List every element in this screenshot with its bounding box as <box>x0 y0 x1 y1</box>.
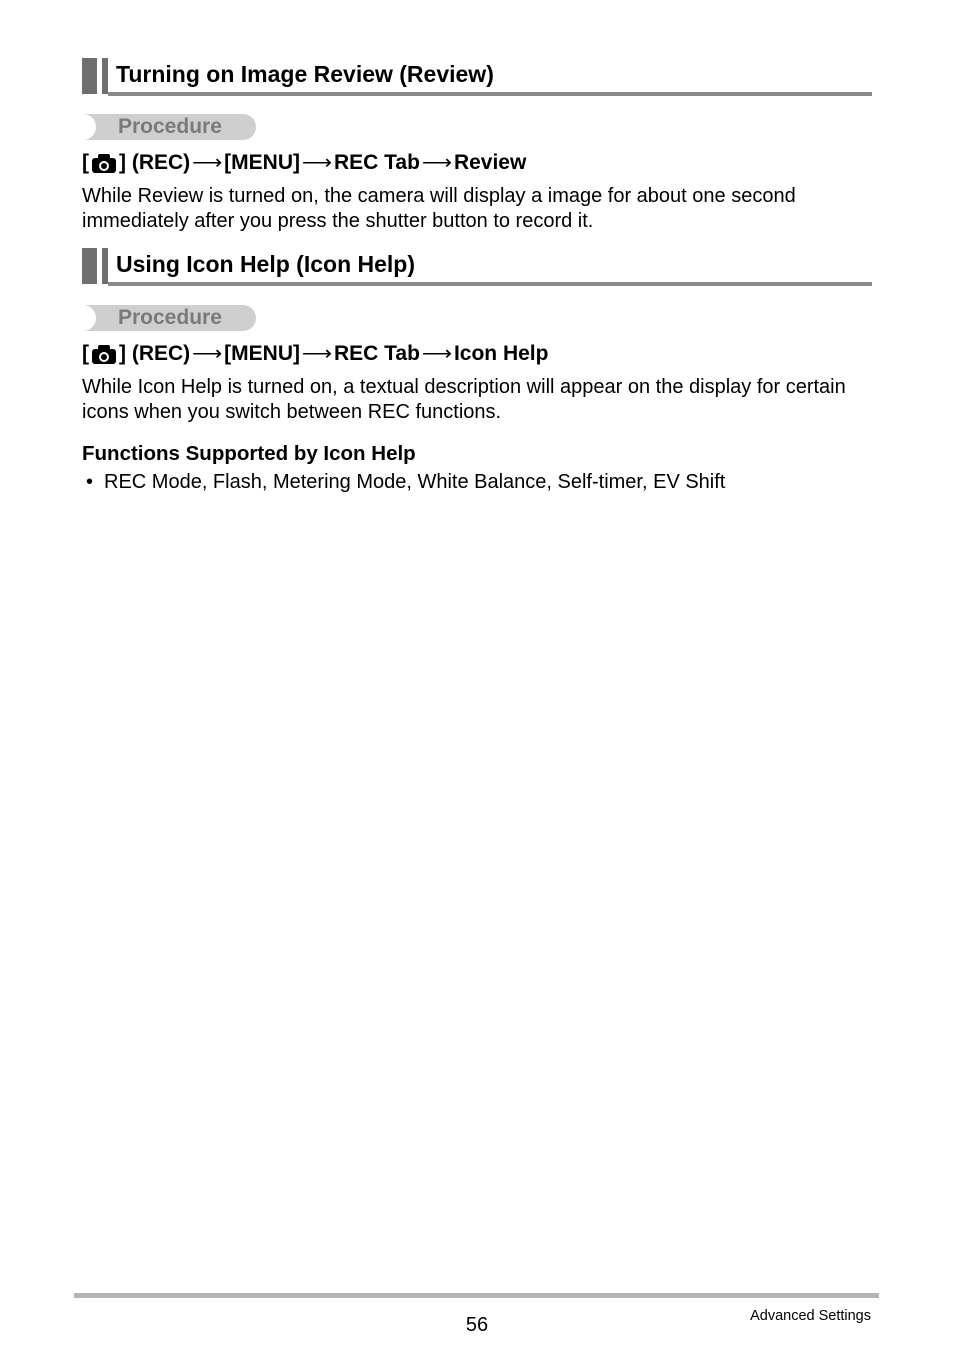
heading-bar-thin <box>102 58 108 94</box>
procedure-label: Procedure <box>118 115 222 138</box>
heading-bar-thick <box>82 58 97 94</box>
arrow-right-icon: ⟶ <box>192 342 223 365</box>
menu-path <box>82 151 526 175</box>
footer-section-name: Advanced Settings <box>750 1308 871 1324</box>
section-title: Turning on Image Review (Review) <box>116 61 494 87</box>
procedure-tag <box>82 114 256 140</box>
menu-path <box>82 342 548 366</box>
heading-rule <box>108 92 872 96</box>
arrow-right-icon: ⟶ <box>421 342 452 365</box>
path-tab: REC Tab <box>333 151 420 174</box>
section-title: Using Icon Help (Icon Help) <box>116 251 416 277</box>
heading-bar-thin <box>102 248 108 284</box>
footer-rule <box>74 1293 879 1298</box>
section-heading-review <box>82 58 872 96</box>
camera-icon <box>90 153 118 173</box>
arrow-right-icon: ⟶ <box>301 342 333 365</box>
path-rec: ] (REC) <box>119 151 191 174</box>
arrow-right-icon: ⟶ <box>192 151 223 174</box>
path-open-bracket: [ <box>82 342 89 365</box>
section-description: While Review is turned on, the camera will display a image for about one second immediately after you press the shutter button to record it. <box>82 185 796 232</box>
procedure-label: Procedure <box>118 306 222 329</box>
heading-rule <box>108 282 872 286</box>
path-tab: REC Tab <box>333 342 420 365</box>
path-open-bracket: [ <box>82 151 89 174</box>
page-number: 56 <box>465 1314 489 1336</box>
path-item: Icon Help <box>453 342 549 365</box>
section-heading-icon-help <box>82 248 872 286</box>
path-menu: [MENU] <box>224 342 300 365</box>
path-item: Review <box>453 151 527 174</box>
section-description: While Icon Help is turned on, a textual description will appear on the display for certain icons when you switch between REC functions. <box>82 376 846 423</box>
functions-heading: Functions Supported by Icon Help <box>82 442 416 465</box>
procedure-tag <box>82 305 256 331</box>
path-menu: [MENU] <box>224 151 300 174</box>
bullet-icon: • <box>86 471 94 493</box>
camera-icon <box>90 344 118 364</box>
path-rec: ] (REC) <box>119 342 191 365</box>
functions-list-text: REC Mode, Flash, Metering Mode, White Balance, Self-timer, EV Shift <box>104 471 726 493</box>
list-item <box>86 470 725 494</box>
arrow-right-icon: ⟶ <box>421 151 452 174</box>
arrow-right-icon: ⟶ <box>301 151 333 174</box>
heading-bar-thick <box>82 248 97 284</box>
